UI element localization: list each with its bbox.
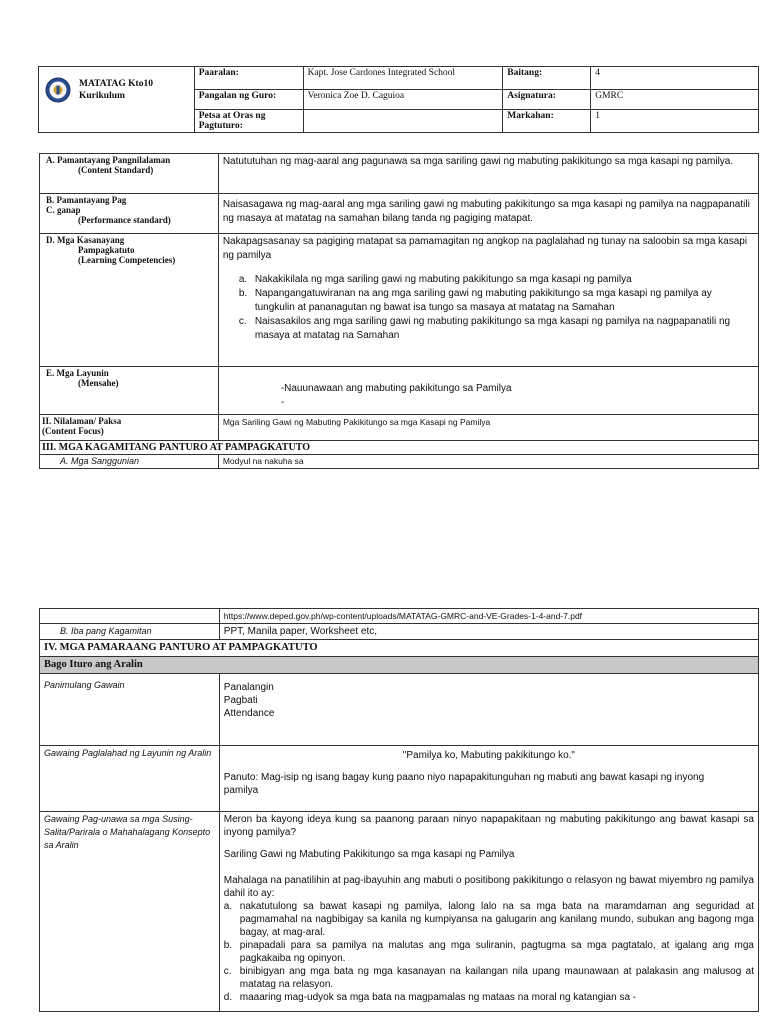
asignatura-label: Asignatura: <box>503 90 591 110</box>
procedures-table <box>39 608 759 1012</box>
paglalahad-title: "Pamilya ko, Mabuting pakikitungo ko." <box>402 750 575 761</box>
performance-standard-label-1: B. Pamantayang Pag <box>46 195 127 205</box>
importance-item-marker: a. <box>223 901 233 912</box>
importance-item <box>224 900 754 939</box>
section-iii-heading: III. MGA KAGAMITANG PANTURO AT PAMPAGKATUTO <box>40 441 759 455</box>
baitang-label: Baitang: <box>503 67 591 90</box>
bago-ituro-heading: Bago Ituro ang Aralin <box>40 657 759 674</box>
objective-line-2: - <box>280 397 285 408</box>
pag-unawa-cell <box>219 812 758 1012</box>
panimulang-item: Panalangin <box>223 682 274 693</box>
importance-item-marker: d. <box>223 992 233 1003</box>
baitang-value: 4 <box>591 67 759 90</box>
learning-competencies-label-1: D. Mga Kasanayang <box>46 235 125 245</box>
guro-label: Pangalan ng Guro: <box>194 90 303 110</box>
content-standard-label-1: A. Pamantayang Pangnilalaman <box>46 155 171 165</box>
performance-standard-text: Naisasagawa ng mag-aaral ang mga sariling gawi ng mabuting pakikitungo sa mga kasapi ng pamilya na nagpapanatili ng masaya at matatag na samahan bilang tanda ng pagiging matapat. <box>218 194 758 234</box>
objectives-label <box>40 367 219 415</box>
nilalaman-text: Mga Sariling Gawi ng Mabuting Pakikitungo sa mga Kasapi ng Pamilya <box>218 415 758 441</box>
learning-competencies-cell <box>218 234 758 367</box>
competency-item-marker: a. <box>238 274 248 285</box>
sanggunian-text: Modyul na nakuha sa <box>218 455 758 469</box>
panimulang-gawain-list <box>224 681 754 720</box>
content-standard-label <box>40 154 219 194</box>
importance-item <box>224 965 754 991</box>
logo-cell <box>39 67 195 133</box>
paaralan-value: Kapt. Jose Cardones Integrated School <box>303 67 503 90</box>
performance-standard-label <box>40 194 219 234</box>
competency-item-marker: c. <box>238 316 247 327</box>
section-iv-heading: IV. MGA PAMARAANG PANTURO AT PAMPAGKATUTO <box>40 640 759 657</box>
competency-item-text: Napangangatuwiranan na ang mga sariling gawi ng mabuting pakikitungo sa mga kasapi ng pamilya ay tungkulin at pananagutan ng bawat isa tungo sa masaya at matatag na Samahan <box>254 288 712 313</box>
asignatura-value: GMRC <box>591 90 759 110</box>
objectives-label-2: (Mensahe) <box>78 378 119 388</box>
paaralan-label: Paaralan: <box>194 67 303 90</box>
paglalahad-cell <box>219 746 758 812</box>
nilalaman-label-1: II. Nilalaman/ Paksa <box>42 416 122 426</box>
competency-item-text: Nakakikilala ng mga sariling gawi ng mabuting pakikitungo sa mga kasapi ng pamilya <box>254 274 632 285</box>
learning-competencies-label-2: Pampagkatuto <box>78 245 135 255</box>
header-table <box>38 66 759 133</box>
logo-title <box>79 78 153 102</box>
importance-item-text: pinapadali para sa pamilya na malutas ang mga suliranin, pagtugma sa mga pagtatalo, at igalang ang mga pagkakaiba ng opinyon. <box>239 940 754 964</box>
pag-unawa-question: Meron ba kayong ideya kung sa paanong paraan ninyo napapakitaan ng mabuting pakikitungo ang bawat kasapi sa inyong pamilya? <box>223 814 754 838</box>
petsa-label: Petsa at Oras ng Pagtuturo: <box>194 110 303 133</box>
pag-unawa-list <box>224 900 754 1004</box>
importance-item-text: binibigyan ang mga bata ng mga kasanayan na kailangan nila upang maunawaan at palakasin ang malusog at matatag na relasyon. <box>239 966 754 990</box>
panimulang-item: Pagbati <box>223 695 258 706</box>
pag-unawa-subtitle: Sariling Gawi ng Mabuting Pakikitungo sa mga kasapi ng Pamilya <box>223 849 515 860</box>
competency-item-text: Naisasakilos ang mga sariling gawi ng mabuting pakikitungo sa mga kasapi ng pamilya na nagpapanatili ng masaya at matatag na Samahan <box>254 316 731 341</box>
importance-item <box>224 991 754 1004</box>
paglalahad-text: Panuto: Mag-isip ng isang bagay kung paano niyo napapakitunguhan ng mabuti ang bawat kasapi ng inyong pamilya <box>223 772 705 796</box>
petsa-value <box>303 110 503 133</box>
competency-item <box>239 273 734 287</box>
nilalaman-label-2: (Content Focus) <box>42 426 104 436</box>
url-left-cell <box>40 609 220 624</box>
objective-line-1: -Nauunawaan ang mabuting pakikitungo sa Pamilya <box>280 383 512 394</box>
pag-unawa-intro: Mahalaga na panatilihin at pag-ibayuhin ang mabuti o positibong pakikitungo o relasyon ng bawat miyembro ng pamilya dahil ito ay: <box>223 875 754 899</box>
iba-label: B. Iba pang Kagamitan <box>40 624 220 640</box>
guro-value: Veronica Zoe D. Caguioa <box>303 90 503 110</box>
importance-item-text: maaaring mag-udyok sa mga bata na magpamalas ng mataas na moral ng katangian sa - <box>239 992 637 1003</box>
importance-item-marker: b. <box>223 940 233 951</box>
panimulang-gawain-label: Panimulang Gawain <box>40 674 220 746</box>
importance-item-marker: c. <box>223 966 232 977</box>
performance-standard-label-3: (Performance standard) <box>78 215 171 225</box>
nilalaman-label <box>40 415 219 441</box>
lesson-standards-table <box>39 153 759 469</box>
logo-line-1: MATATAG Kto10 <box>79 79 153 89</box>
competency-item <box>239 315 734 343</box>
paglalahad-label: Gawaing Paglalahad ng Layunin ng Aralin <box>40 746 220 812</box>
importance-item-text: nakatutulong sa bawat kasapi ng pamilya, lalong lalo na sa mga bata na maramdaman ang seguridad at pagmamahal na nagbibigay sa kanila ng kumpiyansa na galugarin ang kanilang mundo, subukan ang bagong mga bagay, at mag-aral. <box>239 901 754 938</box>
content-standard-label-2: (Content Standard) <box>78 165 154 175</box>
content-standard-text: Natututuhan ng mag-aaral ang pagunawa sa mga sariling gawi ng mabuting pakikitungo sa mga kasapi ng pamilya. <box>218 154 758 194</box>
learning-competencies-text: Nakapagsasanay sa pagiging matapat sa pamamagitan ng angkop na paglalahad ng tunay na saloobin sa mga kasapi ng pamilya <box>222 236 748 261</box>
pag-unawa-label: Gawaing Pag-unawa sa mga Susing-Salita/Parirala o Mahahalagang Konsepto sa Aralin <box>40 812 220 1012</box>
objectives-label-1: E. Mga Layunin <box>46 368 109 378</box>
panimulang-gawain-cell <box>219 674 758 746</box>
competency-item <box>239 287 734 315</box>
learning-competencies-label <box>40 234 219 367</box>
deped-seal-icon <box>45 77 71 103</box>
competency-list <box>223 273 754 343</box>
importance-item <box>224 939 754 965</box>
learning-competencies-label-3: (Learning Competencies) <box>78 255 176 265</box>
markahan-label: Markahan: <box>503 110 591 133</box>
performance-standard-label-2: C. ganap <box>46 205 81 215</box>
competency-item-marker: b. <box>238 288 248 299</box>
sanggunian-label: A. Mga Sanggunian <box>40 455 219 469</box>
markahan-value: 1 <box>591 110 759 133</box>
iba-text: PPT, Manila paper, Worksheet etc, <box>219 624 758 640</box>
panimulang-item: Attendance <box>223 708 275 719</box>
reference-url: https://www.deped.gov.ph/wp-content/uploads/MATATAG-GMRC-and-VE-Grades-1-4-and-7.pdf <box>219 609 758 624</box>
objectives-cell <box>218 367 758 415</box>
logo-line-2: Kurikulum <box>79 91 125 101</box>
